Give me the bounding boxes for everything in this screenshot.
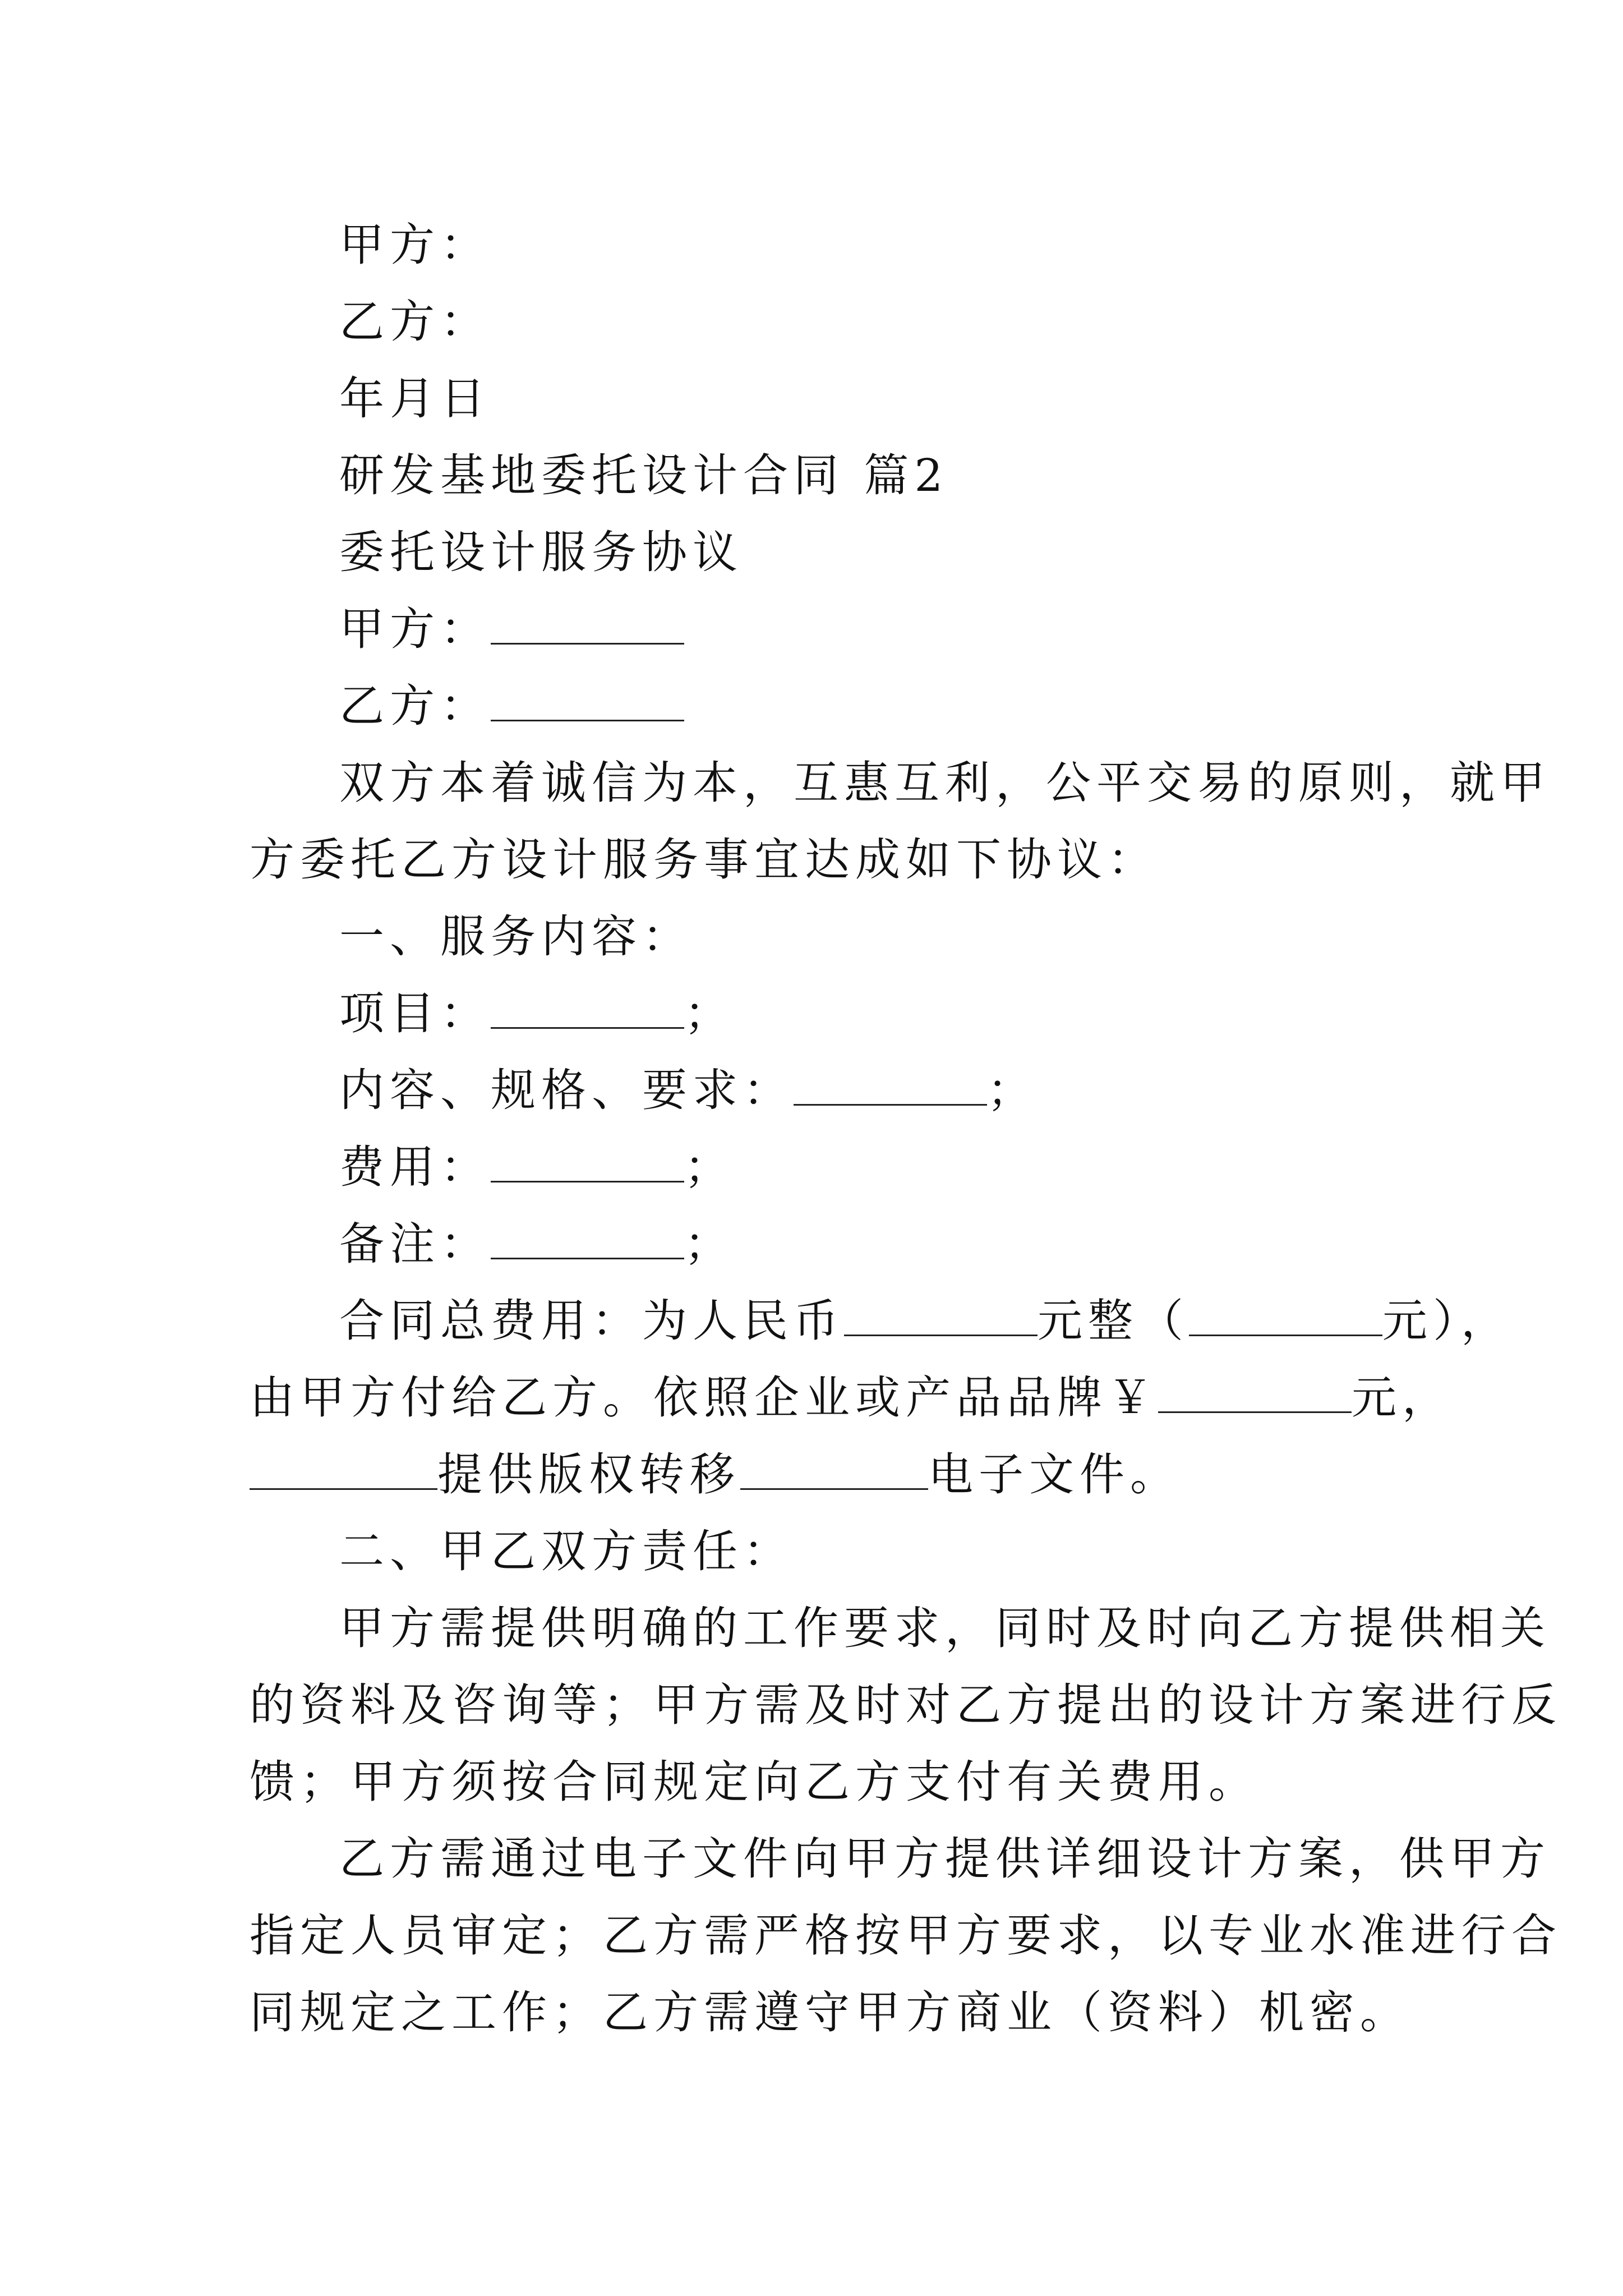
project-line (250, 975, 1388, 1052)
date-line (250, 360, 1388, 437)
fee-blank (491, 1145, 684, 1182)
paragraph-3-line-1 (250, 1820, 1551, 1897)
paragraph-text: 同规定之工作；乙方需遵守甲方商业（资料）机密。 (250, 1986, 1410, 2039)
fee-line (250, 1129, 1388, 1205)
payment-blank (1158, 1375, 1352, 1413)
paragraph-2-line-1 (250, 1590, 1551, 1667)
paragraph-text: 双方本着诚信为本，互惠互利，公平交易的原则，就甲 (339, 757, 1551, 809)
paragraph-text: 的资料及咨询等；甲方需及时对乙方提出的设计方案进行反 (250, 1679, 1562, 1731)
semicolon: ； (684, 987, 735, 1039)
semicolon: ； (684, 1218, 735, 1270)
remark-label: 备注： (339, 1218, 491, 1270)
total-fee-prefix: 合同总费用：为人民币 (339, 1295, 844, 1347)
spec-blank (794, 1068, 987, 1106)
section-1-heading-line (250, 898, 1388, 975)
copyright-mid: 提供版权转移 (437, 1448, 740, 1501)
paragraph-2-line-2 (250, 1667, 1562, 1743)
spec-line (250, 1052, 1388, 1129)
section-2-heading-line (250, 1513, 1388, 1590)
agreement-subtitle-line (250, 514, 1388, 591)
copyright-blank-2 (740, 1452, 928, 1490)
project-label: 项目： (339, 987, 491, 1039)
paragraph-3-line-2 (250, 1897, 1562, 1974)
section-2-heading: 二、甲乙双方责任： (339, 1525, 794, 1577)
party-b-field-line (250, 668, 1388, 744)
party-b-label: 乙方： (339, 296, 491, 348)
semicolon: ； (987, 1064, 1038, 1116)
party-a-field-label: 甲方： (339, 603, 491, 655)
agreement-subtitle: 委托设计服务协议 (339, 526, 743, 578)
copyright-end: 电子文件。 (928, 1448, 1181, 1501)
project-blank (491, 991, 684, 1029)
party-a-line (250, 206, 1388, 283)
paragraph-text: 甲方需提供明确的工作要求，同时及时向乙方提供相关 (339, 1602, 1551, 1654)
party-a-blank (491, 607, 684, 645)
total-fee-blank-words (844, 1299, 1038, 1336)
party-a-label: 甲方： (339, 219, 491, 271)
total-fee-mid: 元整（ (1038, 1295, 1189, 1347)
total-fee-blank-number (1189, 1299, 1382, 1336)
paragraph-1-line-1 (250, 744, 1551, 821)
paragraph-1-line-2 (250, 821, 1388, 898)
total-fee-end: 元）， (1382, 1295, 1511, 1347)
copyright-line (250, 1436, 1388, 1513)
fee-label: 费用： (339, 1141, 491, 1193)
party-b-line (250, 283, 1388, 360)
party-b-field-label: 乙方： (339, 680, 491, 732)
semicolon: ； (684, 1141, 735, 1193)
contract-title-line (250, 437, 1388, 514)
remark-blank (491, 1222, 684, 1259)
date-text: 年月日 (339, 372, 491, 425)
copyright-blank-1 (250, 1452, 437, 1490)
paragraph-3-line-3 (250, 1974, 1410, 2051)
payment-end: 元， (1352, 1372, 1453, 1424)
section-1-heading: 一、服务内容： (339, 910, 693, 963)
paragraph-text: 方委托乙方设计服务事宜达成如下协议： (250, 834, 1158, 886)
document-body (250, 206, 1562, 2051)
paragraph-text: 乙方需通过电子文件向甲方提供详细设计方案，供甲方 (339, 1833, 1551, 1885)
remark-line (250, 1205, 1388, 1282)
total-fee-line (250, 1282, 1511, 1359)
party-b-blank (491, 684, 684, 721)
payment-prefix: 由甲方付给乙方。依照企业或产品品牌￥ (250, 1372, 1158, 1424)
payment-line (250, 1359, 1453, 1436)
paragraph-text: 指定人员审定；乙方需严格按甲方要求，以专业水准进行合 (250, 1910, 1562, 1962)
contract-title: 研发基地委托设计合同 篇2 (339, 449, 949, 501)
paragraph-text: 馈；甲方须按合同规定向乙方支付有关费用。 (250, 1756, 1259, 1808)
spec-label: 内容、规格、要求： (339, 1064, 794, 1116)
paragraph-2-line-3 (250, 1743, 1388, 1820)
party-a-field-line (250, 591, 1388, 668)
